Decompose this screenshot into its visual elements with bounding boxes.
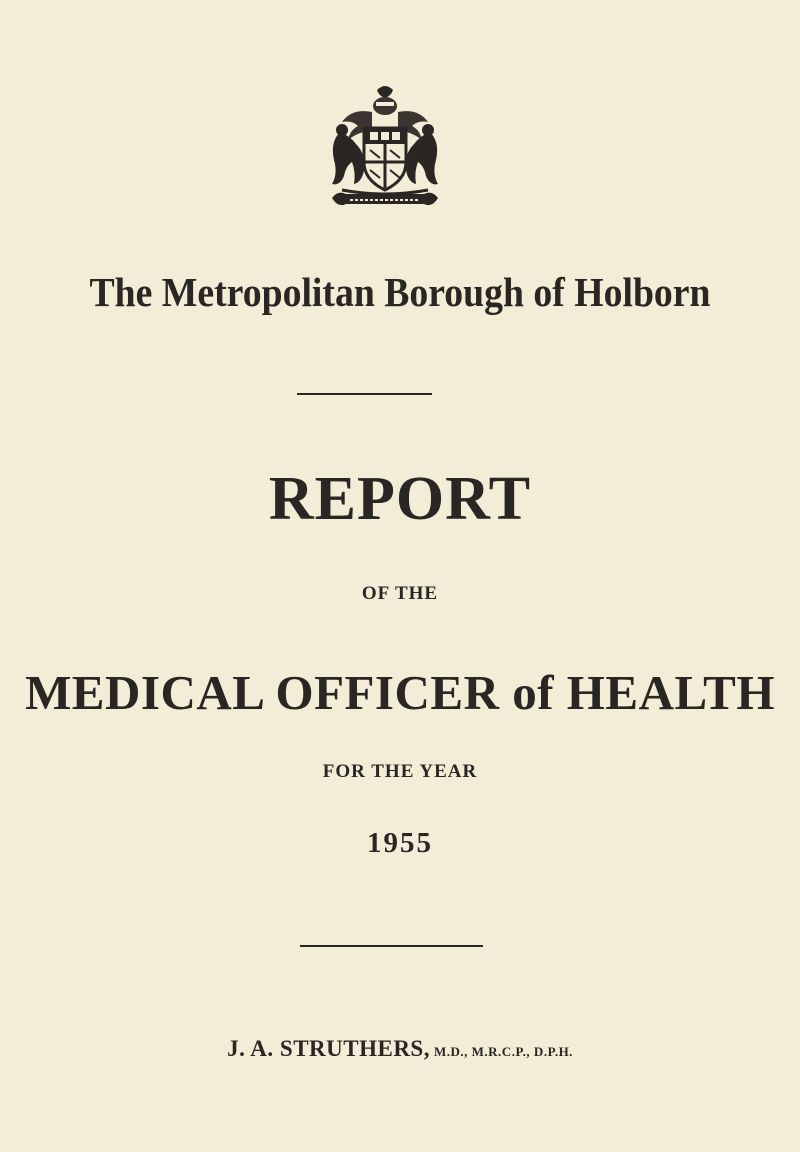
- report-year: 1955: [367, 827, 433, 859]
- divider-rule: [300, 945, 483, 947]
- officer-title: MEDICAL OFFICER of HEALTH: [25, 665, 775, 720]
- author-line: [0, 1036, 800, 1062]
- borough-title: The Metropolitan Borough of Holborn: [89, 269, 711, 315]
- divider-rule: [297, 393, 432, 395]
- coat-of-arms-icon: [322, 84, 448, 218]
- of-the-text: OF THE: [361, 583, 439, 604]
- report-heading: REPORT: [268, 465, 532, 533]
- for-the-year-text: FOR THE YEAR: [322, 761, 478, 782]
- author-name: J. A. STRUTHERS,: [227, 1036, 430, 1061]
- author-qualifications: M.D., M.R.C.P., D.P.H.: [433, 1044, 573, 1059]
